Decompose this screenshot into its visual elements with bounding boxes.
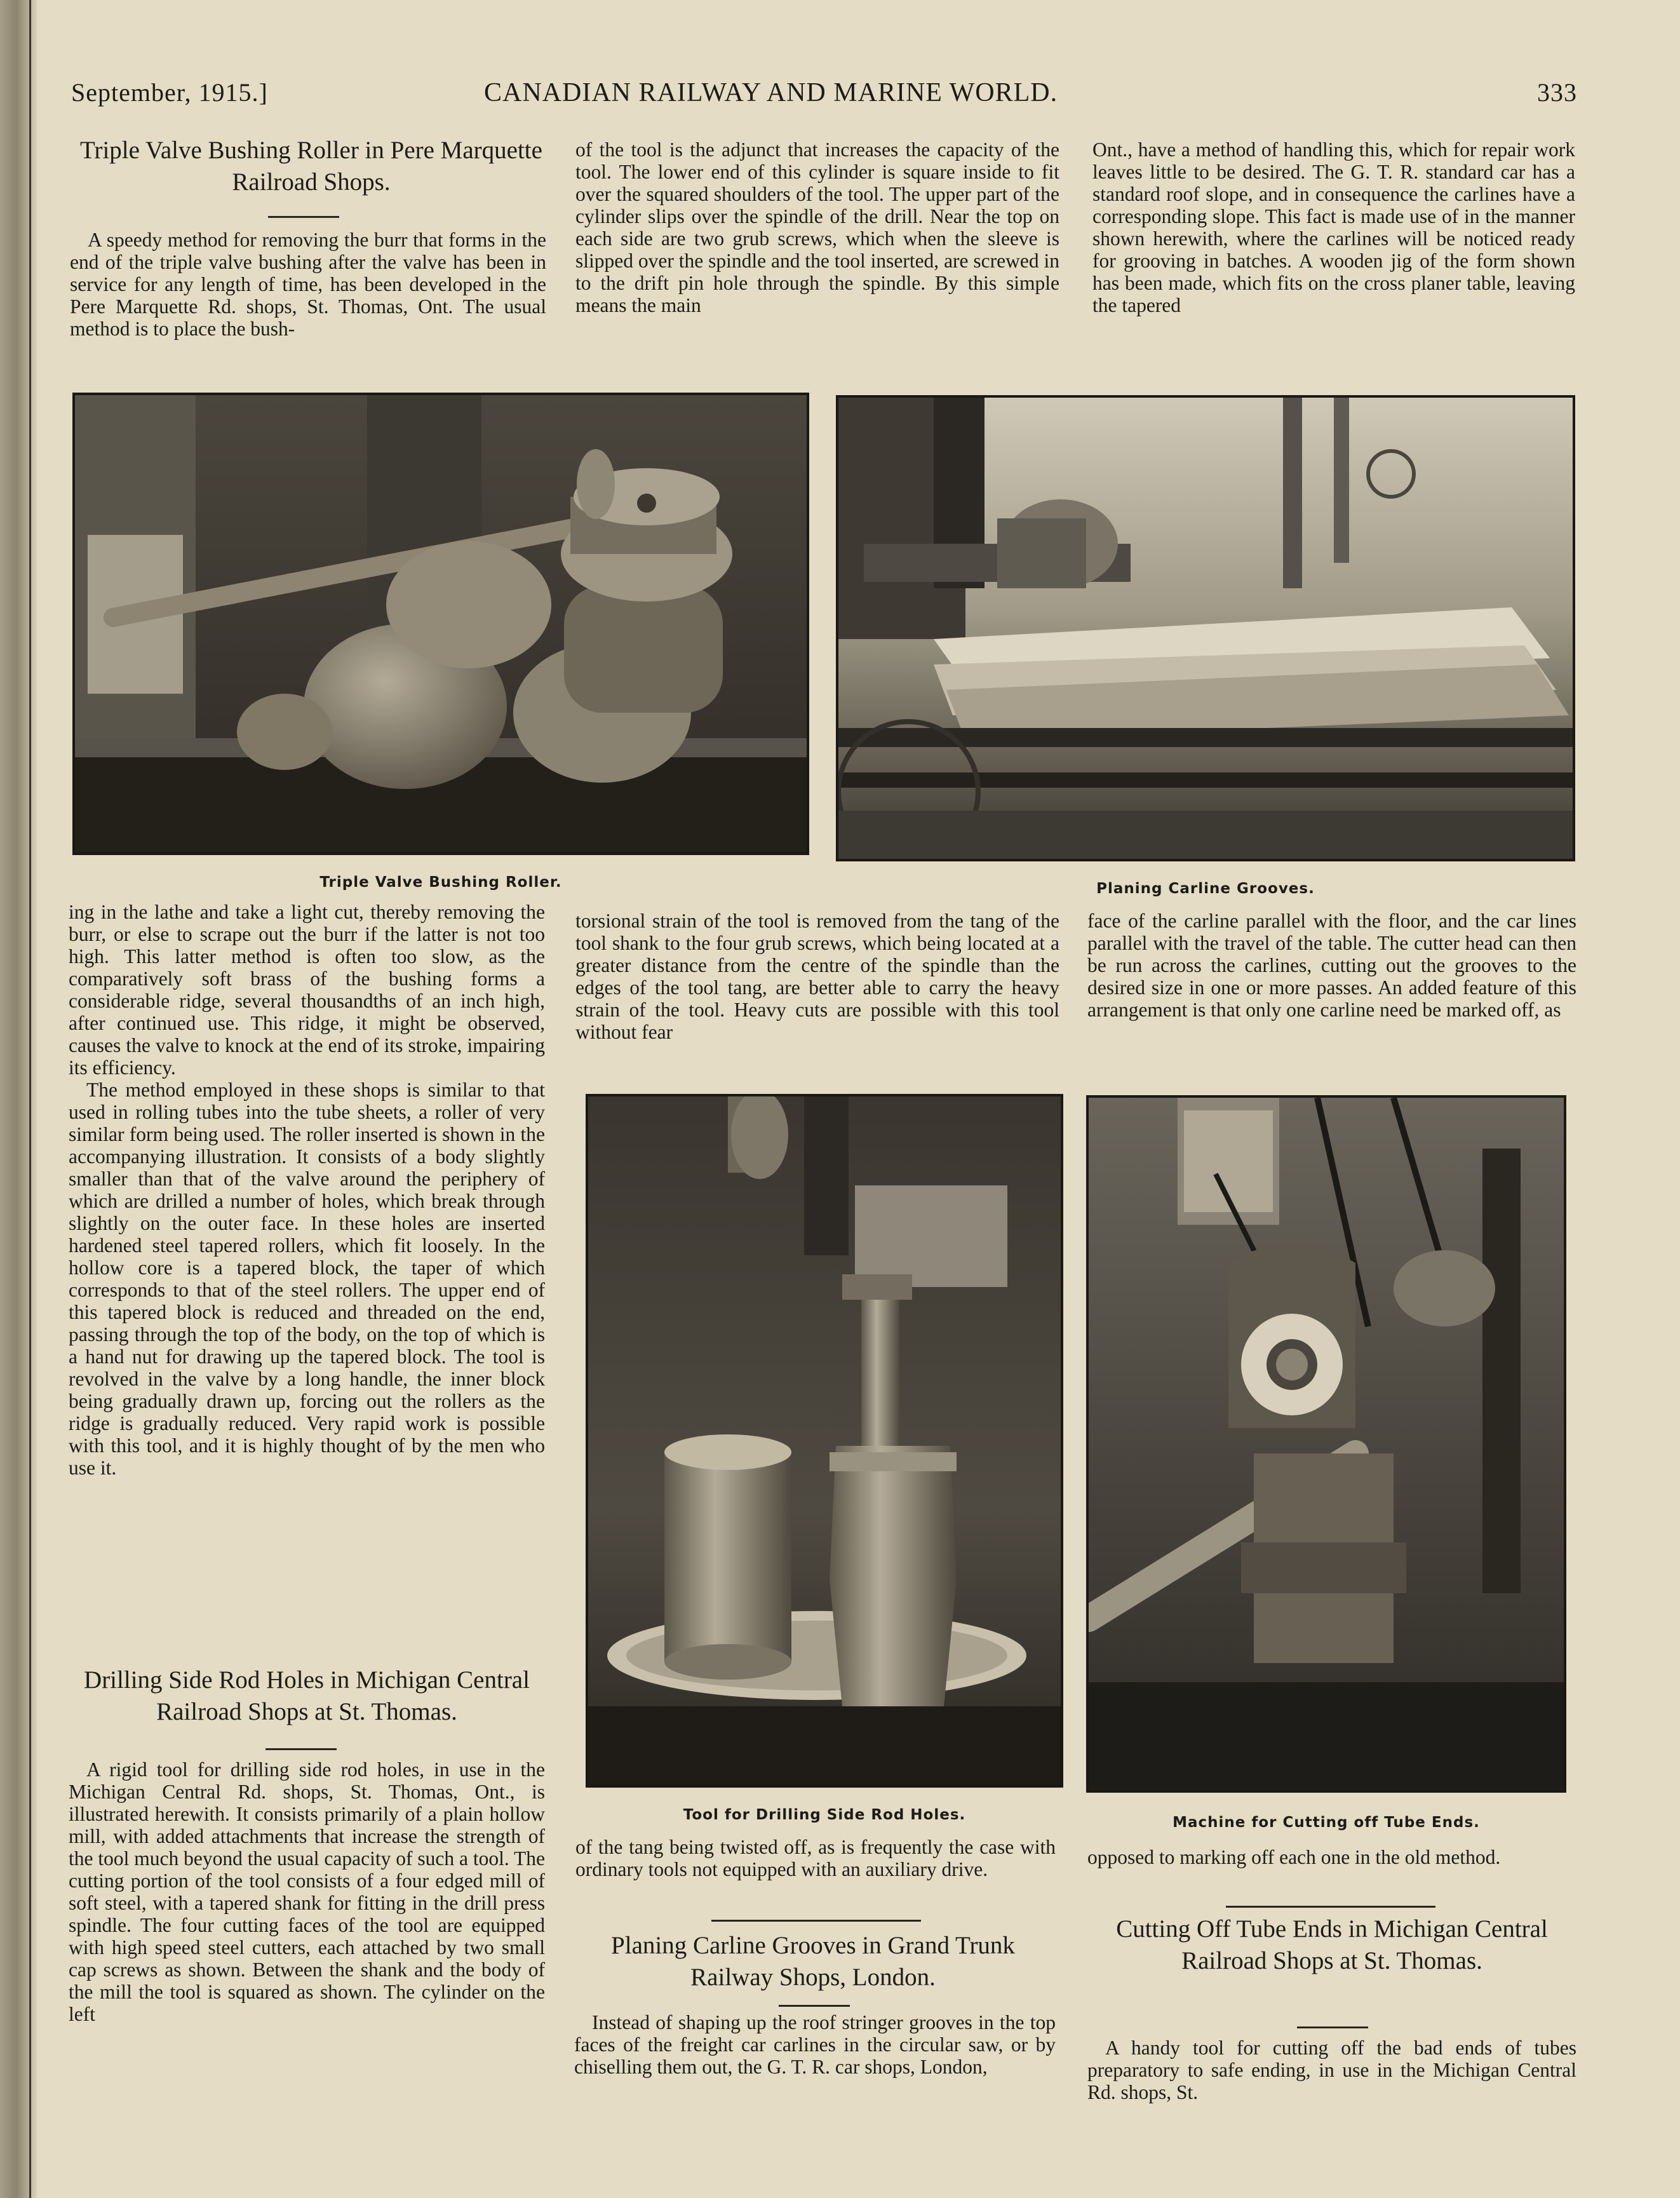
planing-conclusion: opposed to marking off each one in the old method.	[1087, 1846, 1501, 1868]
planing-continued-top: Ont., have a method of handling this, which for repair work leaves little to be desired. The G. T. R. standard car has a standard roof slope, and in consequence the carlines have a corresponding slope. This fact is made use of in the manner shown herewith, where the carlines will be noticed ready for grooving in batches. A wooden jig of the form shown has been made, which fits on the cross planer table, leaving the tapered	[1092, 138, 1575, 316]
drilling-tool-photo	[586, 1094, 1063, 1788]
drilling-conclusion: of the tang being twisted off, as is frequently the case with ordinary tools not equipped with an auxiliary drive.	[575, 1836, 1056, 1880]
tube-cutting-photo	[1086, 1095, 1566, 1793]
drilling-tool-caption: Tool for Drilling Side Rod Holes.	[683, 1807, 966, 1823]
planing-carline-caption: Planing Carline Grooves.	[1096, 880, 1315, 897]
drilling-title: Drilling Side Rod Holes in Michigan Central Railroad Shops at St. Thomas.	[84, 1666, 530, 1725]
section-rule	[711, 1920, 921, 1922]
drilling-continued-top: of the tool is the adjunct that increases the capacity of the tool. The lower end of this cylinder is square inside to fit over the squared shoulders of the tool. The upper part of the cylinder slips over the spindle of the drill. Near the top on each side are two grub screws, which when the sleeve is slipped over the spindle and the tool inserted, are screwed in to the drift pin hole through the spindle. By this simple means the main	[575, 138, 1059, 316]
drilling-intro: A rigid tool for drilling side rod holes, in use in the Michigan Central Rd. shops, St. Thomas, Ont., is illustrated herewith. It consists primarily of a plain hollow mill, with added attachments that increase the strength of the tool much beyond the usual capacity of such a tool. The cutting portion of the tool consists of a four edged mill of soft steel, with a tapered shank for fitting in the drill press spindle. The four cutting faces of the tool are equipped with high speed steel cutters, each attached by two small cap screws as shown. Between the shank and the body of the mill the tool is squared as shown. The cylinder on the left	[69, 1758, 545, 2025]
planing-carline-photo	[836, 395, 1575, 861]
title-rule	[1297, 2026, 1368, 2028]
section-rule	[1226, 1906, 1435, 1908]
planing-title: Planing Carline Grooves in Grand Trunk Railway Shops, London.	[611, 1932, 1015, 1991]
gutter-edge	[29, 0, 31, 2198]
page-gutter	[0, 0, 37, 2198]
planing-intro: Instead of shaping up the roof stringer grooves in the top faces of the freight car carlines in the circular saw, or by chiselling them out, the G. T. R. car shops, London,	[574, 2011, 1056, 2078]
triple-valve-intro: A speedy method for removing the burr that forms in the end of the triple valve bushing after the valve has been in service for any length of time, has been developed in the Pere Marquette Rd. shops, St. Thomas, Ont. The usual method is to place the bush-	[70, 229, 546, 340]
header-date: September, 1915.]	[71, 78, 268, 107]
cutting-intro: A handy tool for cutting off the bad ends of tubes preparatory to safe ending, in use in the Michigan Central Rd. shops, St.	[1087, 2037, 1576, 2103]
planing-continued-mid: face of the carline parallel with the floor, and the car lines parallel with the travel of the table. The cutter head can then be run across the carlines, cutting out the grooves to the desired size in one or more passes. An added feature of this arrangement is that only one carline need be marked off, as	[1087, 910, 1576, 1021]
cutting-title: Cutting Off Tube Ends in Michigan Central Railroad Shops at St. Thomas.	[1116, 1915, 1548, 1974]
header-page-number: 333	[1537, 78, 1577, 107]
header-title: CANADIAN RAILWAY AND MARINE WORLD.	[484, 78, 1058, 107]
drilling-continued-mid: torsional strain of the tool is removed from the tang of the tool shank to the four grub screws, which being located at a greater distance from the centre of the spindle than the edges of the tool tang, are better able to carry the heavy strain of the tool. Heavy cuts are possible with this tool without fear	[575, 910, 1059, 1043]
title-rule	[265, 1748, 337, 1750]
triple-valve-roller-caption: Triple Valve Bushing Roller.	[319, 874, 562, 891]
tube-cutting-caption: Machine for Cutting off Tube Ends.	[1173, 1814, 1480, 1831]
triple-valve-body: ing in the lathe and take a light cut, thereby removing the burr, or else to scrape out the burr if the latter is not too high. This latter method is often too slow, as the comparatively soft brass of the bushing forms a considerable ridge, several thousandths of an inch high, after continued use. This ridge, it might be observed, causes the valve to knock at the end of its stroke, impairing its efficiency. The method employed in these shops is similar to that used in rolling tubes into the tube sheets, a roller of very similar form being used. The roller inserted is shown in the accompanying illustration. It consists of a body slightly smaller than that of the valve around the periphery of which are drilled a number of holes, which break through slightly on the outer face. In these holes are inserted hardened steel tapered rollers, which fit loosely. In the hollow core is a tapered block, the taper of which corresponds to that of the steel rollers. The upper end of this tapered block is reduced and threaded on the end, passing through the top of the body, on the top of which is a hand nut for drawing up the tapered block. The tool is revolved in the valve by a long handle, the inner block being gradually drawn up, forcing out the rollers as the ridge is gradually reduced. Very rapid work is possible with this tool, and it is highly thought of by the men who use it.	[69, 901, 545, 1479]
triple-valve-roller-photo	[72, 393, 809, 855]
triple-valve-title: Triple Valve Bushing Roller in Pere Marquette Railroad Shops.	[80, 137, 542, 196]
title-rule	[779, 2005, 850, 2007]
title-rule	[268, 216, 339, 218]
